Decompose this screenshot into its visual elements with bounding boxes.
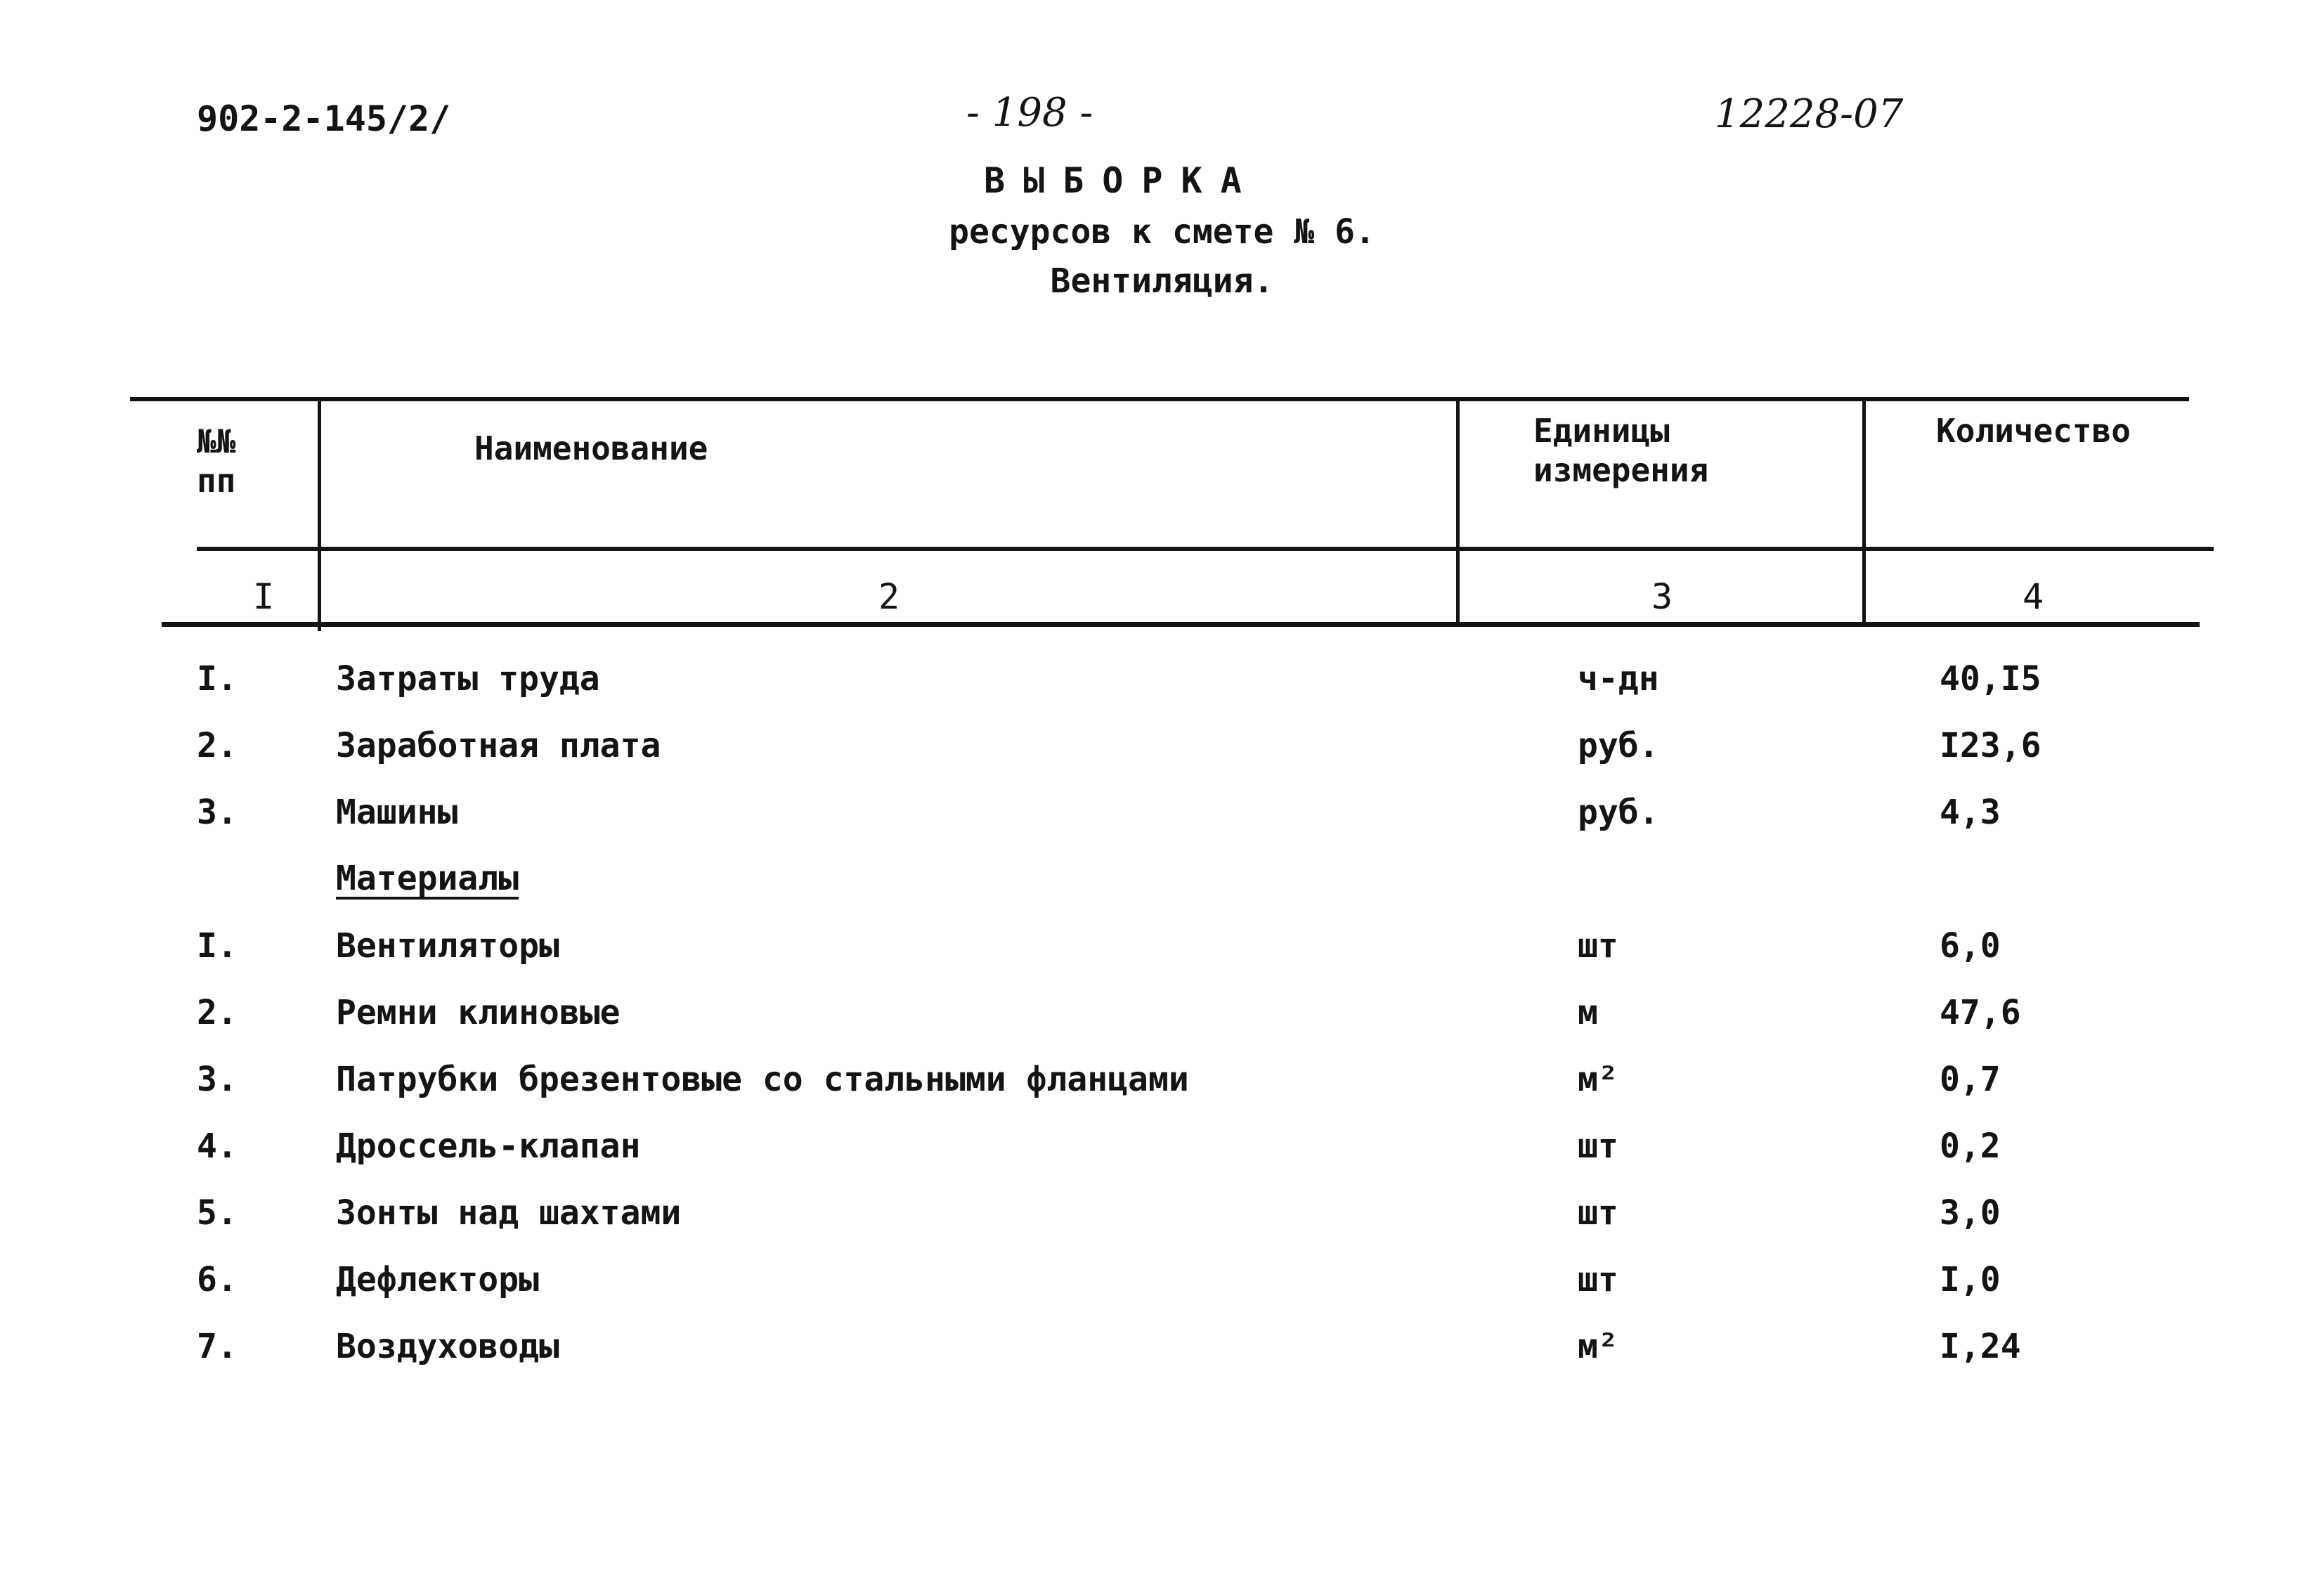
table-top-border xyxy=(130,397,2189,401)
column-number-4: 4 xyxy=(2022,576,2044,617)
row-name: Вентиляторы xyxy=(336,926,559,966)
row-unit: шт xyxy=(1578,1193,1618,1233)
row-quantity: I,0 xyxy=(1940,1260,2001,1299)
column-header-name: Наименование xyxy=(474,429,708,467)
row-quantity: 47,6 xyxy=(1940,993,2021,1032)
document-number: 12228-07 xyxy=(1715,91,1904,137)
row-unit: руб. xyxy=(1578,793,1659,832)
row-quantity: 0,2 xyxy=(1940,1127,2001,1166)
row-unit: шт xyxy=(1578,1127,1618,1166)
row-unit: м xyxy=(1578,993,1598,1032)
row-quantity: I,24 xyxy=(1940,1327,2021,1366)
row-quantity: 4,3 xyxy=(1940,793,2001,832)
row-quantity: 6,0 xyxy=(1940,926,2001,966)
row-index: 3. xyxy=(197,793,238,832)
document-subtitle: ресурсов к смете № 6. xyxy=(949,212,1375,252)
column-border-2 xyxy=(1456,399,1460,624)
document-title: ВЫБОРКА xyxy=(984,160,1260,201)
header-divider xyxy=(197,547,2214,551)
row-name: Патрубки брезентовые со стальными фланцами xyxy=(336,1060,1189,1099)
row-index: 4. xyxy=(197,1127,238,1166)
row-index: I. xyxy=(197,926,238,966)
row-name: Дефлекторы xyxy=(336,1260,539,1299)
row-unit: руб. xyxy=(1578,726,1659,765)
row-name: Зонты над шахтами xyxy=(336,1193,682,1233)
row-quantity: I23,6 xyxy=(1940,726,2041,765)
row-unit: шт xyxy=(1578,1260,1618,1299)
row-quantity: 40,I5 xyxy=(1940,659,2041,699)
row-quantity: 0,7 xyxy=(1940,1060,2001,1099)
column-number-2: 2 xyxy=(878,576,900,617)
row-name: Ремни клиновые xyxy=(336,993,621,1032)
column-number-divider xyxy=(162,622,2200,627)
row-unit: ч-дн xyxy=(1578,659,1659,699)
row-index: 2. xyxy=(197,726,238,765)
page-number: - 198 - xyxy=(966,90,1093,136)
row-name: Воздуховоды xyxy=(336,1327,559,1366)
row-index: 3. xyxy=(197,1060,238,1099)
row-name: Дроссель-клапан xyxy=(336,1127,641,1166)
column-number-3: 3 xyxy=(1651,576,1673,617)
row-index: 2. xyxy=(197,993,238,1032)
row-index: I. xyxy=(197,659,238,699)
column-header-quantity: Количество xyxy=(1936,412,2131,450)
column-border-3 xyxy=(1862,399,1866,624)
project-code: 902-2-145/2/ xyxy=(197,98,451,139)
row-unit: м² xyxy=(1578,1060,1618,1099)
row-index: 5. xyxy=(197,1193,238,1233)
section-label-materials: Материалы xyxy=(336,859,519,898)
row-quantity: 3,0 xyxy=(1940,1193,2001,1233)
document-section-title: Вентиляция. xyxy=(1050,261,1274,301)
row-name: Заработная плата xyxy=(336,726,661,765)
column-header-number: №№ пп xyxy=(197,422,236,500)
row-index: 7. xyxy=(197,1327,238,1366)
row-index: 6. xyxy=(197,1260,238,1299)
row-name: Затраты труда xyxy=(336,659,600,699)
column-header-unit: Единицы измерения xyxy=(1533,412,1709,489)
row-unit: м² xyxy=(1578,1327,1618,1366)
row-name: Машины xyxy=(336,793,458,832)
row-unit: шт xyxy=(1578,926,1618,966)
column-number-1: I xyxy=(252,576,275,617)
column-border-1 xyxy=(318,399,321,631)
